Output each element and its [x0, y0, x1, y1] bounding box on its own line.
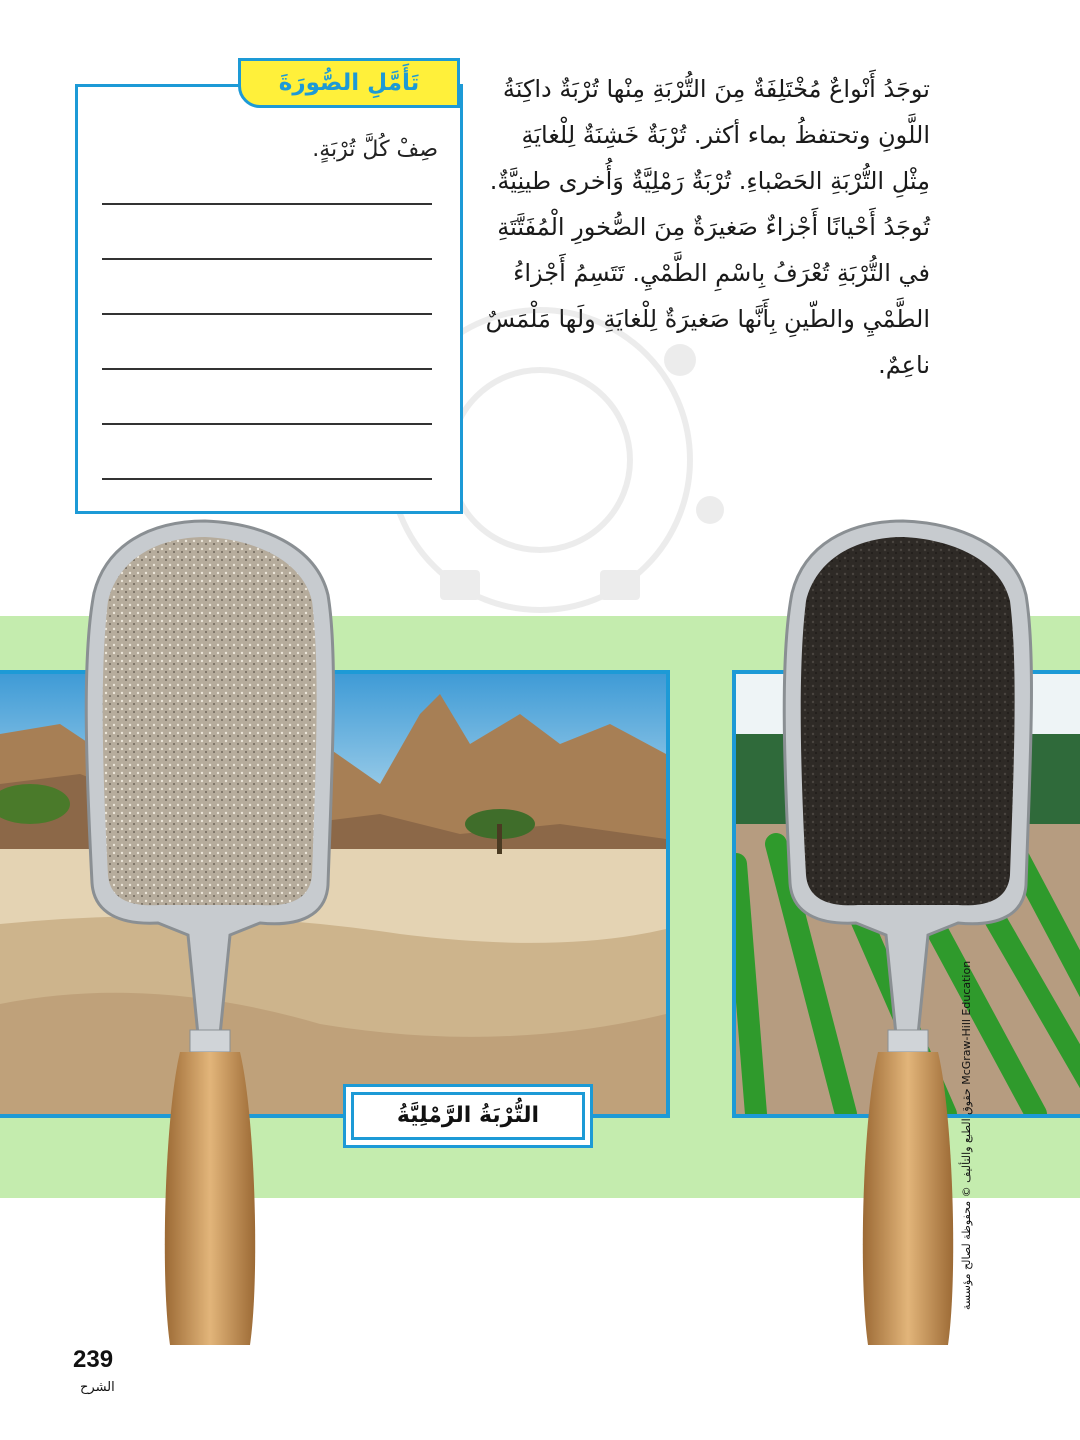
page-section-label: الشرح	[80, 1380, 115, 1395]
answer-line[interactable]	[102, 258, 432, 260]
body-paragraph: توجَدُ أَنْواعٌ مُخْتَلِفَةٌ مِنَ التُّرْبَةِ مِنْها تُرْبَةٌ داكِنَةُ اللَّونِ وتحتفظُ بماء أكثر. تُرْبَةٌ خَشِنَةٌ لِلْغايَةِ مِثْلِ التُّرْبَةِ الحَصْباءِ. تُرْبَةٌ رَمْلِيَّةٌ وَأُخرى طينِيَّةٌ. تُوجَدُ أَحْيانًا أَجْزاءٌ صَغيرَةٌ مِنَ الصُّخورِ الْمُفَتَّتَةِ في التُّرْبَةِ تُعْرَفُ بِاسْمِ الطَّمْيِ. تَتَسِمُ أَجْزاءُ الطَّمْيِ والطّينِ بِأَنَّها صَغيرَةٌ لِلْغايَةِ ولَها مَلْمَسٌ ناعِمٌ.	[485, 75, 930, 379]
observe-picture-box	[75, 84, 463, 514]
observe-prompt: صِفْ كُلَّ تُرْبَةٍ.	[312, 137, 438, 162]
trowel-sandy-soil	[80, 515, 340, 1355]
copyright-credit: حقوق الطبع والتأليف © محفوظة لصالح مؤسسة McGraw-Hill Education	[960, 960, 973, 1310]
page-number: 239	[73, 1346, 114, 1373]
answer-line[interactable]	[102, 203, 432, 205]
answer-line[interactable]	[102, 478, 432, 480]
answer-line[interactable]	[102, 423, 432, 425]
answer-line[interactable]	[102, 368, 432, 370]
caption-text: التُّرْبَةُ الرَّمْلِيَّةُ	[351, 1092, 585, 1140]
answer-line[interactable]	[102, 313, 432, 315]
sandy-soil-caption	[343, 1084, 593, 1148]
trowel-dark-soil	[778, 515, 1038, 1355]
observe-picture-title: تَأَمَّلِ الصُّورَةَ	[238, 58, 460, 108]
